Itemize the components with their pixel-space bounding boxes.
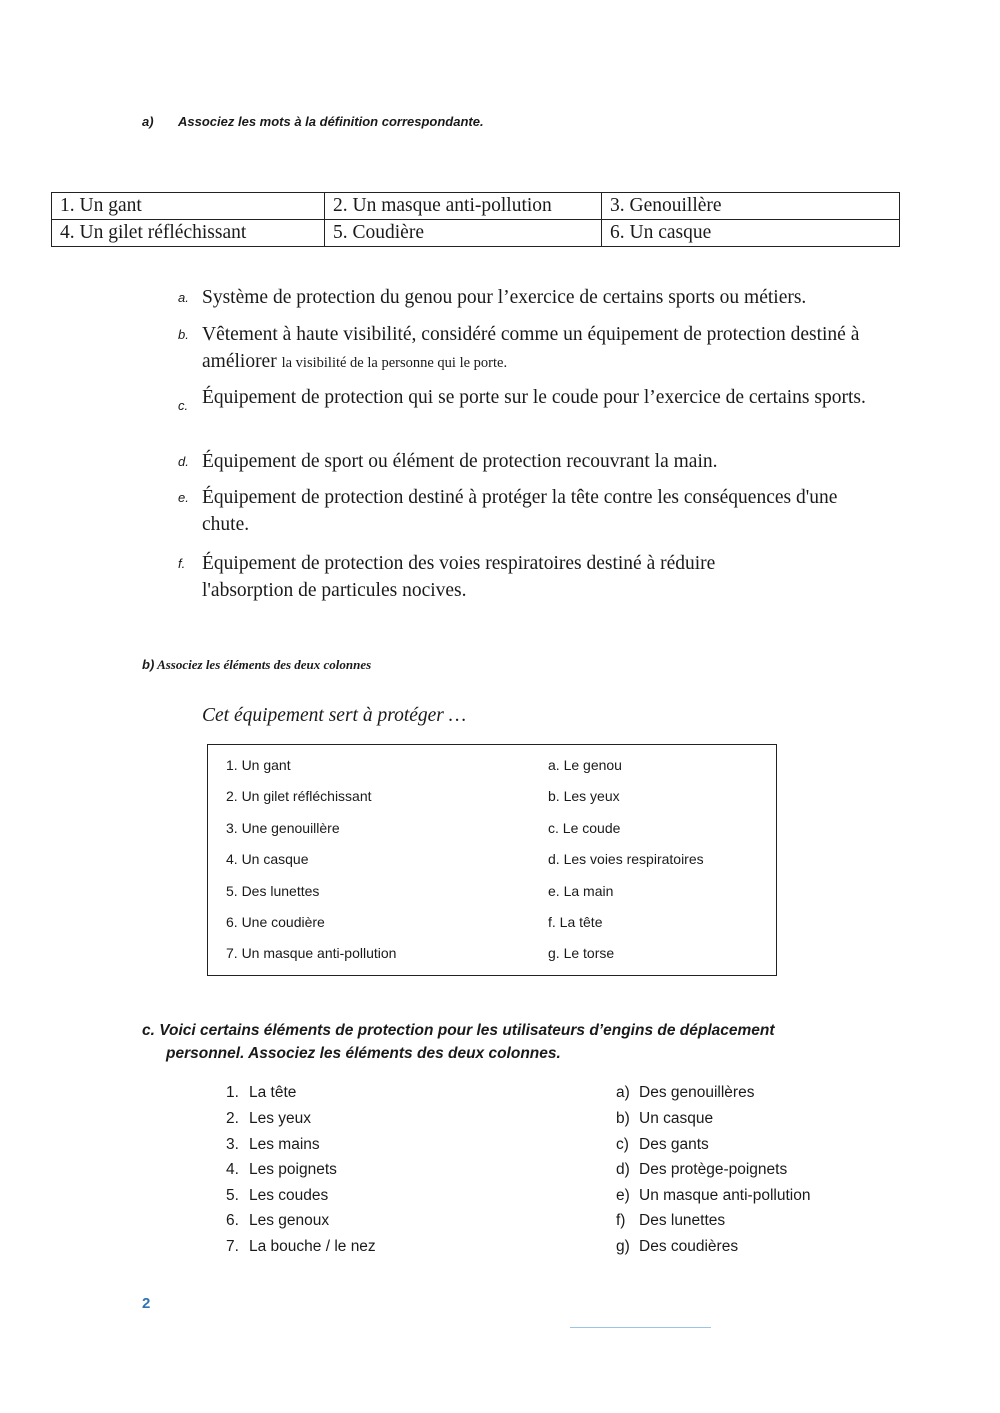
footer-divider [570, 1327, 711, 1328]
list-letter: e) [616, 1187, 630, 1204]
list-number: 7. [226, 1238, 239, 1255]
definition-text: Vêtement à haute visibilité, considéré comme un équipement de protection destiné à améliorer [202, 324, 860, 372]
table-cell: 1. Un gant [52, 193, 325, 220]
list-item: d. Les voies respiratoires [548, 851, 704, 867]
definition-letter: f. [178, 556, 186, 571]
definition-text: Système de protection du genou pour l’exercice de certains sports ou métiers. [202, 287, 807, 308]
list-text: Les yeux [249, 1110, 312, 1127]
list-item: 5. Des lunettes [226, 883, 320, 899]
list-letter: a) [616, 1084, 630, 1101]
table-cell: 3. Genouillère [602, 193, 900, 220]
section-c-title-line2: personnel. Associez les éléments des deux colonnes. [166, 1045, 561, 1062]
list-text: Des protège-poignets [639, 1161, 788, 1178]
section-c-heading [142, 1019, 842, 1065]
list-text: Les poignets [249, 1161, 337, 1178]
list-number: 5. [226, 1187, 239, 1204]
list-text: Un casque [639, 1110, 714, 1127]
table-row [52, 193, 900, 220]
list-letter: b) [616, 1110, 630, 1127]
definition-text: Équipement de protection qui se porte sur le coude pour l’exercice de certains sports. [202, 387, 866, 408]
words-table [51, 192, 900, 247]
list-number: 4. [226, 1161, 239, 1178]
table-row [52, 220, 900, 247]
section-a-heading [142, 114, 484, 129]
section-b-heading [142, 657, 371, 673]
list-text: La bouche / le nez [249, 1238, 376, 1255]
section-a-label: a) [142, 114, 154, 129]
definition-letter: a. [178, 290, 189, 305]
definition-letter: e. [178, 490, 189, 505]
list-item: 3. Une genouillère [226, 820, 340, 836]
section-a-title: Associez les mots à la définition correspondante. [178, 114, 484, 129]
list-text: Les coudes [249, 1187, 329, 1204]
definition-letter: c. [178, 398, 189, 413]
definition-text-small: la visibilité de la personne qui le porte. [281, 355, 508, 371]
list-number: 1. [226, 1084, 239, 1101]
list-text: Les mains [249, 1136, 320, 1153]
section-b-title: Associez les éléments des deux colonnes [157, 657, 372, 672]
list-text: Des coudières [639, 1238, 739, 1255]
list-letter: c) [616, 1136, 629, 1153]
definition-text: Équipement de sport ou élément de protection recouvrant la main. [202, 451, 718, 472]
list-item: e. La main [548, 883, 614, 899]
definition-text-wrap [202, 321, 882, 377]
list-text: Des genouillères [639, 1084, 755, 1101]
list-item: a. Le genou [548, 757, 622, 773]
definition-text: Équipement de protection destiné à protéger la tête contre les conséquences d'une chute. [202, 487, 838, 535]
table-cell: 6. Un casque [602, 220, 900, 247]
section-c-title-line1: c. Voici certains éléments de protection pour les utilisateurs d’engins de déplacement [142, 1022, 775, 1039]
table-cell: 2. Un masque anti-pollution [325, 193, 602, 220]
list-letter: f) [616, 1212, 626, 1229]
list-number: 3. [226, 1136, 239, 1153]
list-number: 6. [226, 1212, 239, 1229]
definition-text: Équipement de protection des voies respiratoires destiné à réduire l'absorption de particules nocives. [202, 553, 716, 601]
list-item: c. Le coude [548, 820, 621, 836]
list-text: La tête [249, 1084, 297, 1101]
list-text: Des gants [639, 1136, 709, 1153]
section-b-subtitle: Cet équipement sert à protéger … [202, 705, 467, 726]
list-text: Un masque anti-pollution [639, 1187, 811, 1204]
list-item: b. Les yeux [548, 788, 620, 804]
list-letter: d) [616, 1161, 630, 1178]
list-text: Les genoux [249, 1212, 330, 1229]
list-text: Des lunettes [639, 1212, 726, 1229]
definition-letter: d. [178, 454, 189, 469]
table-cell: 4. Un gilet réfléchissant [52, 220, 325, 247]
list-letter: g) [616, 1238, 630, 1255]
list-item: 1. Un gant [226, 757, 291, 773]
table-cell: 5. Coudière [325, 220, 602, 247]
section-b-label: b) [142, 657, 155, 672]
list-item: g. Le torse [548, 945, 615, 961]
definition-letter: b. [178, 327, 189, 342]
list-item: f. La tête [548, 914, 603, 930]
list-item: 7. Un masque anti-pollution [226, 945, 397, 961]
page-number: 2 [142, 1295, 151, 1312]
list-number: 2. [226, 1110, 239, 1127]
list-item: 2. Un gilet réfléchissant [226, 788, 372, 804]
list-item: 6. Une coudière [226, 914, 325, 930]
list-item: 4. Un casque [226, 851, 309, 867]
